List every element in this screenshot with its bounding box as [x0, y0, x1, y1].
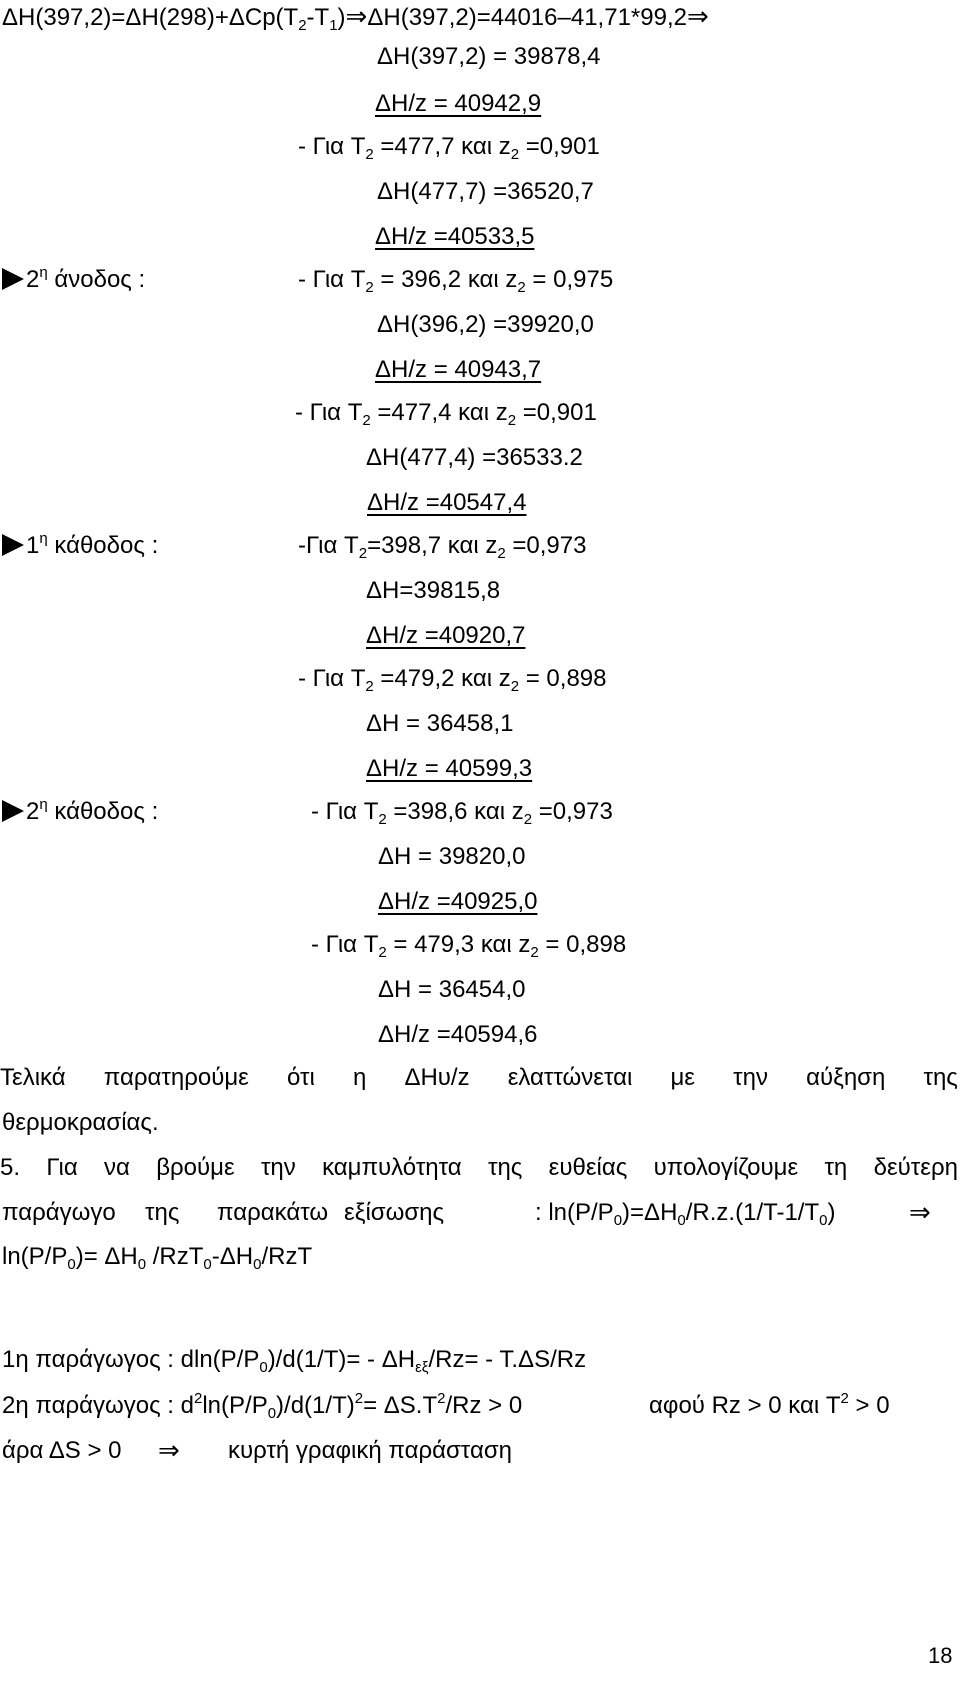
paragraph-2-word: εξίσωσης: [344, 1199, 445, 1226]
equation-line-14: ΔΗ=39815,8: [366, 577, 501, 604]
equation-line-3: ΔΗ/z = 40942,9: [375, 90, 542, 117]
paragraph-2-line-1: 5. Για να βρούμε την καμπυλότητα της ευθείας υπολογίζουμε τη δεύτερη: [0, 1154, 958, 1181]
equation-line-9: ΔΗ/z = 40943,7: [375, 356, 542, 383]
equation-line-12: ΔΗ/z =40547,4: [367, 489, 527, 516]
triangle-bullet-icon: [2, 800, 24, 822]
paragraph-2-word: παρακάτω: [217, 1199, 329, 1226]
equation-line-6: ΔΗ/z =40533,5: [375, 223, 535, 250]
section-label-anodos-2: $2^\eta$ άνοδος :: [2, 266, 145, 294]
eq-text: ): [337, 4, 346, 31]
equation-line-13: -Για $T_2=398,7$ και $z_2 =0,973$: [298, 532, 587, 562]
equation-line-5: ΔΗ(477,7) =36520,7: [377, 178, 594, 205]
equation-line-24: ΔΗ/z =40594,6: [378, 1021, 538, 1048]
paragraph-2-word: της: [145, 1199, 180, 1226]
eq-text: ΔΗ(397,2)=44016–41,71*99,2: [367, 4, 687, 31]
subscript: 1: [329, 17, 338, 34]
page-number: 18: [928, 1643, 953, 1668]
implies-arrow-icon: ⇒: [686, 1, 709, 31]
equation-line-17: ΔΗ = 36458,1: [366, 710, 514, 737]
equation-line-22: - Για $T_2 = 479,3$ και $z_2 = 0,898$: [311, 931, 627, 961]
eq-text: ΔΗ(397,2)=ΔΗ(298)+ΔCp(T: [2, 4, 299, 31]
paragraph-2-line-2: παράγωγο: [2, 1199, 116, 1226]
equation-line-1: [2, 2, 709, 32]
paragraph-2-line-3: $\ln(P/P_0)= \Delta H_0$ $/RzT_0-\Delta H_0$/RzT: [2, 1243, 313, 1273]
section-label-kathodos-1: $1^\eta$ κάθοδος :: [2, 532, 158, 560]
second-derivative-line: 2η παράγωγος : $d^2\ln(P/P_0)/d(1/T)^2= \Delta S.T^2/Rz > 0$: [2, 1390, 523, 1422]
section-label-kathodos-2: $2^\eta$ κάθοδος :: [2, 798, 158, 826]
equation-line-18: ΔΗ/z = 40599,3: [366, 755, 533, 782]
triangle-bullet-icon: [2, 268, 24, 290]
implies-arrow: [158, 1436, 180, 1466]
conclusion-text: κυρτή γραφική παράσταση: [228, 1437, 512, 1464]
triangle-bullet-icon: [2, 534, 24, 556]
equation-line-4: - Για $T_2 =477,7$ και $z_2 =0,901$: [298, 133, 600, 163]
second-derivative-condition: αφού Rz > 0 και $T^2 > 0$: [649, 1390, 890, 1419]
equation-line-15: ΔΗ/z =40920,7: [366, 622, 526, 649]
equation-line-8: ΔΗ(396,2) =39920,0: [377, 311, 594, 338]
equation-line-23: ΔΗ = 36454,0: [378, 976, 526, 1003]
conclusion-line: άρα ΔS > 0: [2, 1437, 122, 1464]
equation-line-16: - Για $T_2 =479,2$ και $z_2 = 0,898$: [298, 665, 607, 695]
paragraph-1-line-2: θερμοκρασίας.: [2, 1109, 159, 1136]
implies-arrow-icon: ⇒: [158, 1435, 180, 1465]
equation-line-7: - Για $T_2 = 396,2$ και $z_2 = 0,975$: [298, 266, 614, 296]
implies-arrow: [909, 1198, 931, 1228]
equation-line-19: - Για $T_2 =398,6$ και $z_2 =0,973$: [311, 798, 613, 828]
eq-text: -T: [306, 4, 330, 31]
implies-arrow-icon: ⇒: [345, 1, 368, 31]
implies-arrow-icon: ⇒: [909, 1197, 931, 1227]
equation-line-10: - Για $T_2 =477,4$ και $z_2 =0,901$: [295, 399, 597, 429]
first-derivative-line: 1η παράγωγος : $dln(P/P_0)/d(1/T)= - \Delta H_{\varepsilon\xi}/Rz= - T.\Delta S/Rz$: [2, 1346, 587, 1376]
equation-line-2: ΔΗ(397,2) = 39878,4: [377, 43, 601, 70]
equation-line-20: ΔΗ = 39820,0: [378, 843, 526, 870]
equation-line-21: ΔΗ/z =40925,0: [378, 888, 538, 915]
paragraph-2-equation: : $\ln(P/P_0)=\Delta H_0/R.z.(1/T-1/T_0)$: [535, 1199, 836, 1229]
paragraph-1-line-1: Τελικά παρατηρούμε ότι η ΔΗυ/z ελαττώνεται με την αύξηση της: [0, 1064, 958, 1091]
equation-line-11: ΔΗ(477,4) =36533.2: [366, 444, 583, 471]
subscript: 2: [298, 17, 307, 34]
